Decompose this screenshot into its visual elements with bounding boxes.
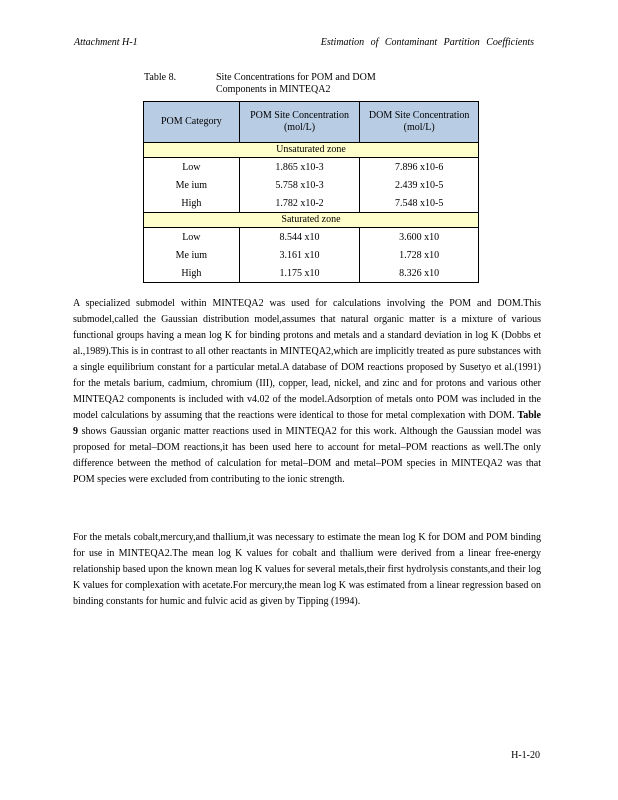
page-number: H-1-20: [511, 750, 540, 761]
table-row: [144, 194, 479, 213]
dom-cell: 7.896 x10-6: [360, 158, 479, 177]
pom-cell: 1.175 x10: [239, 264, 360, 283]
paragraph-text: A specialized submodel within MINTEQA2 was used for calculations involving the POM and DOM.This submodel,called the Gaussian distribution model,assumes that natural organic matter is a mixture of various functional groups having a mean log K for binding protons and metals and a standard deviation in log K (Dobbs et al.,1989).This is in contrast to all other reactants in MINTEQA2,which are implicitly treated as pure substances with a single equilibrium constant for a particular metal.A database of DOM reactions proposed by Susetyo et al.(1991) for the metals barium, cadmium, chromium (III), copper, lead, nickel, and zinc and for protons and various other MINTEQA2 components is included with v4.02 of the model.Adsorption of metals onto POM was included in the model calculations by assuming that the reactions were identical to those for metal complexation with DOM.: [73, 298, 541, 421]
category-cell: High: [144, 264, 240, 283]
paragraph-gaussian-model: [73, 296, 541, 488]
table-title: Site Concentrations for POM and DOM Components in MINTEQA2: [216, 72, 376, 95]
pom-cell: 1.865 x10-3: [239, 158, 360, 177]
table-row: [144, 176, 479, 194]
table-reference-link[interactable]: Table 9: [73, 410, 541, 437]
section-band-unsaturated: [144, 143, 479, 158]
pom-cell: 8.544 x10: [239, 228, 360, 247]
category-cell: Me ium: [144, 176, 240, 194]
table-row: [144, 264, 479, 283]
column-header-pom: POM Site Concentration (mol/L): [239, 102, 360, 143]
table-row: [144, 158, 479, 177]
pom-cell: 1.782 x10-2: [239, 194, 360, 213]
paragraph-cobalt-mercury-thallium: For the metals cobalt,mercury,and thallium,it was necessary to estimate the mean log K for DOM and POM binding for use in MINTEQA2.The mean log K values for cobalt and thallium were derived from a linear free-energy relationship based upon the known mean log K values for several metals,their first hydrolysis constants,and their log K values for complexation with acetate.For mercury,the mean log K was estimated from a linear regression based on binding constants for humic and fulvic acid as given by Tipping (1994).: [73, 532, 541, 607]
dom-cell: 8.326 x10: [360, 264, 479, 283]
pom-cell: 5.758 x10-3: [239, 176, 360, 194]
column-header-category: POM Category: [144, 102, 240, 143]
category-cell: High: [144, 194, 240, 213]
dom-cell: 2.439 x10-5: [360, 176, 479, 194]
section-band-saturated: [144, 213, 479, 228]
paragraph-text: shows Gaussian organic matter reactions used in MINTEQA2 for this work. Although the Gaussian model was proposed for metal–DOM reactions,it has been used here to account for metal–POM reactions as well.The only difference between the method of calculation for metal–DOM and metal–POM species in MINTEQA2 was that POM species were excluded from contributing to the ionic strength.: [73, 426, 541, 485]
category-cell: Me ium: [144, 246, 240, 264]
table-row: [144, 246, 479, 264]
table-header-row: [144, 102, 479, 143]
dom-cell: 1.728 x10: [360, 246, 479, 264]
category-cell: Low: [144, 228, 240, 247]
site-concentration-table: [143, 101, 479, 283]
section-label: Saturated zone: [144, 213, 479, 228]
section-label: Unsaturated zone: [144, 143, 479, 158]
header-section-title: Estimation of Contaminant Partition Coefficients: [320, 37, 534, 48]
dom-cell: 7.548 x10-5: [360, 194, 479, 213]
column-header-dom: DOM Site Concentration (mol/L): [360, 102, 479, 143]
page-header: [74, 37, 534, 51]
table-number: Table 8.: [144, 72, 177, 83]
category-cell: Low: [144, 158, 240, 177]
pom-cell: 3.161 x10: [239, 246, 360, 264]
dom-cell: 3.600 x10: [360, 228, 479, 247]
table-row: [144, 228, 479, 247]
header-attachment: Attachment H-1: [74, 37, 138, 48]
